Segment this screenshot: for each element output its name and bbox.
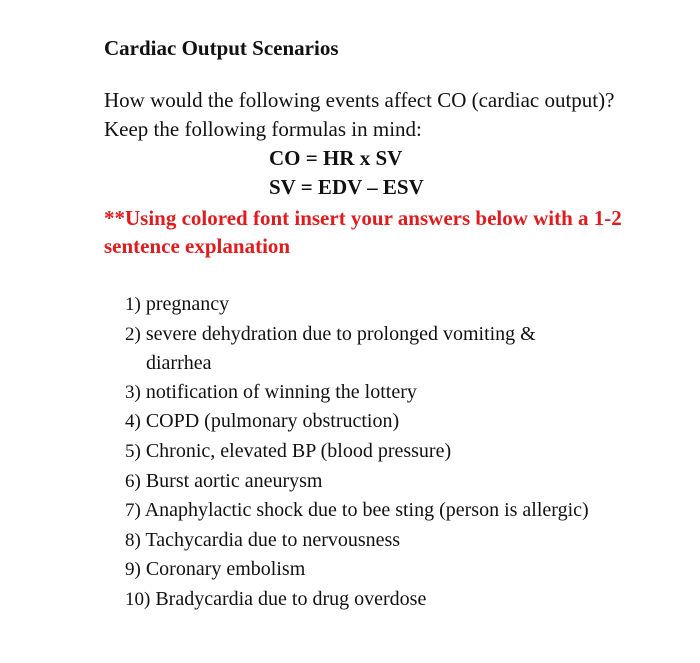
question-text: COPD (pulmonary obstruction): [145, 410, 400, 433]
question-number: 2): [125, 323, 141, 345]
intro-paragraph: How would the following events affect CO (cardiac output)? Keep the following formulas in mind:: [104, 88, 615, 141]
question-text: Burst aortic aneurysm: [145, 469, 323, 492]
question-item: [125, 555, 595, 585]
question-number: 6): [125, 470, 141, 492]
question-text: Tachycardia due to nervousness: [145, 528, 401, 551]
instruction-text: **Using colored font insert your answers below with a 1-2 sentence explanation: [104, 206, 622, 258]
question-text: Chronic, elevated BP (blood pressure): [145, 439, 452, 462]
question-list: [104, 290, 595, 615]
question-text: pregnancy: [145, 293, 230, 315]
question-item: [125, 467, 595, 497]
question-item: [125, 526, 595, 556]
question-item: [125, 320, 595, 378]
formula-stroke-volume: SV = EDV – ESV: [269, 175, 424, 199]
question-item: [125, 437, 595, 467]
question-text: severe dehydration due to prolonged vomiting & diarrhea: [145, 322, 536, 375]
formula-cardiac-output: CO = HR x SV: [269, 146, 403, 170]
question-text: Anaphylactic shock due to bee sting (person is allergic): [144, 499, 589, 522]
formula-block: [104, 144, 664, 202]
page-title: Cardiac Output Scenarios: [104, 36, 339, 60]
question-number: 8): [125, 529, 141, 551]
question-text: Bradycardia due to drug overdose: [155, 587, 427, 610]
question-number: 7): [125, 500, 141, 522]
question-text: Coronary embolism: [145, 558, 306, 581]
question-text: notification of winning the lottery: [145, 380, 417, 403]
question-number: 5): [125, 440, 141, 462]
question-number: 4): [125, 411, 141, 433]
question-item: [125, 378, 595, 408]
question-number: 3): [125, 381, 141, 403]
question-item: [125, 585, 595, 615]
question-item: [125, 496, 595, 526]
worksheet-page: [104, 34, 664, 615]
question-item: [125, 407, 595, 437]
question-number: 9): [125, 559, 141, 581]
question-number: 1): [125, 294, 141, 315]
question-number: 10): [125, 588, 151, 610]
question-item: [125, 290, 595, 320]
